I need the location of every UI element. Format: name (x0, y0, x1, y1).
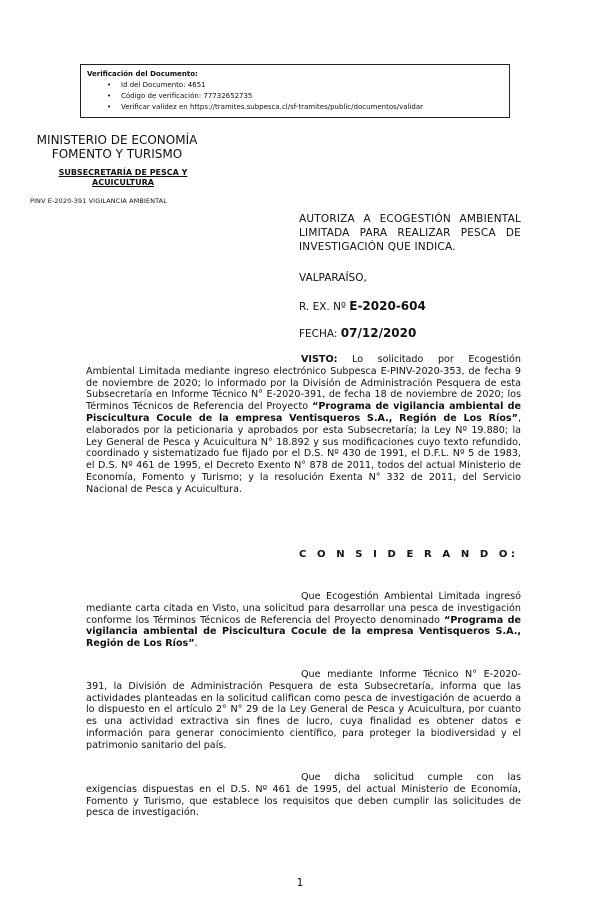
considerando-paragraph-2: Que mediante Informe Técnico N° E-2020-391, la División de Administración Pesquera de esta Subsecretaría, informa que las actividades planteadas en la solicitud califican como pesca de investigación de acuerdo a lo dispuesto en el artículo 2° N° 29 de la Ley General de Pesca y Acuicultura, por cuanto es una actividad extractiva sin fines de lucro, cuya finalidad es obtener datos e información para generar conocimiento científico, para proteger la biodiversidad y el patrimonio sanitario del país. (86, 669, 521, 751)
p1-end: . (194, 638, 198, 650)
resolution-title: AUTORIZA A ECOGESTIÓN AMBIENTAL LIMITADA PARA REALIZAR PESCA DE INVESTIGACIÓN QUE INDICA. (299, 213, 521, 253)
ministry-line-1: MINISTERIO DE ECONOMÍA (36, 133, 198, 147)
visto-label: VISTO: (301, 354, 338, 365)
page-number: 1 (296, 876, 304, 889)
verification-url[interactable]: • Verificar validez en https://tramites.subpesca.cl/sf-tramites/public/documentos/validar (87, 102, 503, 113)
subsecretaria-heading: SUBSECRETARÍA DE PESCA Y ACUICULTURA (58, 168, 188, 187)
rex-label: R. EX. Nº (299, 301, 346, 313)
ministry-line-2: FOMENTO Y TURISMO (51, 147, 183, 161)
rex-number: E-2020-604 (349, 299, 426, 313)
ministry-heading (22, 133, 212, 161)
verification-list (87, 80, 503, 113)
pinv-reference: PINV E-2020-391 VIGILANCIA AMBIENTAL (30, 197, 167, 205)
resolution-number (299, 299, 426, 313)
verification-id: • Id del Documento: 4651 (87, 80, 503, 91)
verification-title: Verificación del Documento: (87, 70, 198, 78)
fecha-label: FECHA: (299, 328, 338, 340)
p1-text: Que Ecogestión Ambiental Limitada ingresó mediante carta citada en Visto, una solicitud para desarrollar una pesca de investigación conforme los Términos Técnicos de Referencia del Proyecto denominado (86, 591, 521, 626)
fecha-value: 07/12/2020 (340, 326, 417, 340)
visto-text-2: , elaborados por la peticionaria y aprobados por esta Subsecretaría; la Ley Nº 19.880; la Ley General de Pesca y Acuicultura N° 18.892 y sus modificaciones cuyo texto refundido, coordinado y sistematizado fue fijado por el D.S. Nº 430 de 1991, el D.F.L. Nº 5 de 1983, el D.S. Nº 461 de 1995, el Decreto Exento N° 878 de 2011, todos del actual Ministerio de Economía, Fomento y Turismo; y la resolución Exenta N° 332 de 2011, del Servicio Nacional de Pesca y Acuicultura. (86, 412, 521, 495)
verification-code: • Código de verificación: 77732652735 (87, 91, 503, 102)
verification-box (80, 64, 510, 118)
p1-project-name: “Programa de vigilancia ambiental de Piscicultura Cocule de la empresa Ventisqueros S.A., Región de Los Ríos” (86, 614, 521, 650)
visto-paragraph (86, 354, 521, 496)
visto-text-1: Lo solicitado por Ecogestión Ambiental Limitada mediante ingreso electrónico Subpesca E-PINV-2020-353, de fecha 9 de noviembre de 2020; lo informado por la División de Administración Pesquera de esta Subsecretaría en Informe Técnico N° E-2020-391, de fecha 18 de noviembre de 2020; los Términos Técnicos de Referencia del Proyecto (86, 354, 521, 413)
resolution-date (299, 326, 416, 340)
considerando-paragraph-1 (86, 591, 521, 650)
considerando-paragraph-3: Que dicha solicitud cumple con las exigencias dispuestas en el D.S. Nº 461 de 1995, del actual Ministerio de Economía, Fomento y Turismo, que establece los requisitos que deben cumplir las solicitudes de pesca de investigación. (86, 772, 521, 819)
city: VALPARAÍSO, (299, 272, 367, 284)
visto-project-name: “Programa de vigilancia ambiental de Piscicultura Cocule de la empresa Ventisqueros S.A., Región de Los Ríos” (86, 401, 521, 424)
considerando-heading: C O N S I D E R A N D O: (299, 549, 519, 560)
